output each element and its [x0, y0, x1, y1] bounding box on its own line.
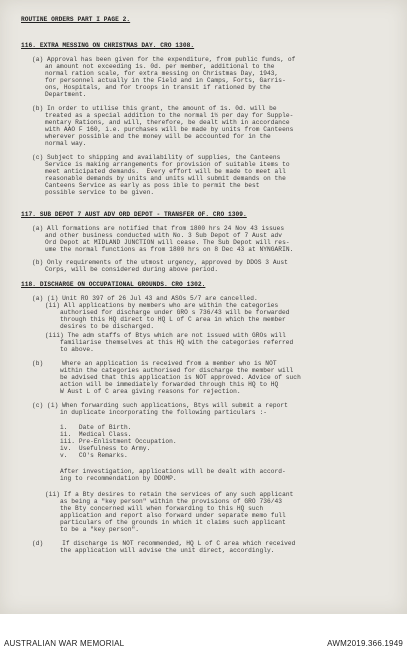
document-line: with AAO F 160, i.e. purchases will be made by units from Canteens — [45, 126, 294, 133]
document-line: (ii) If a Bty desires to retain the services of any such applicant — [45, 491, 294, 498]
footer-institution: AUSTRALIAN WAR MEMORIAL — [4, 639, 125, 648]
document-line: through this HQ direct to HQ L of C area in which the member — [60, 316, 286, 323]
document-line: within the categories authorised for discharge the member will — [60, 367, 294, 374]
document-line: (d) If discharge is NOT recommended, HQ L of C area which received — [32, 540, 296, 547]
document-line: ing to recommendation by DDOMP. — [60, 475, 177, 482]
document-line: W Aust L of C area giving reasons for rejection. — [60, 388, 241, 395]
document-line: mentary Rations, and will, therefore, be dealt with in accordance — [45, 119, 290, 126]
document-line: possible service to be given. — [45, 189, 155, 196]
document-line: meet anticipated demands. Every effort will be made to meet all — [45, 168, 286, 175]
document-line: and other business conducted with No. 3 Sub Depot of 7 Aust adv — [45, 232, 283, 239]
document-line: After investigation, applications will be dealt with accord- — [60, 468, 286, 475]
document-line: authorised for discharge under GRO s 736/43 will be forwarded — [60, 309, 290, 316]
document-line: (c) Subject to shipping and availability of supplies, the Canteens — [32, 154, 281, 161]
document-line: treated as a special addition to the normal 1½ per day for Supple- — [45, 112, 294, 119]
document-line: in duplicate incorporating the following particulars :- — [60, 409, 267, 416]
document-line: to be a "key person". — [60, 526, 140, 533]
document-line: v. CO's Remarks. — [60, 452, 128, 459]
document-line: an amount not exceeding 1s. 0d. per member, additional to the — [45, 63, 275, 70]
document-line: (b) In order to utilise this grant, the amount of 1s. 0d. will be — [32, 105, 277, 112]
document-line: i. Date of Birth. — [60, 424, 132, 431]
document-line: ROUTINE ORDERS PART I PAGE 2. — [21, 16, 131, 23]
document-line: wherever possible and the money will be accounted for in the — [45, 133, 271, 140]
document-line: Canteens Service as early as poss ible to permit the best — [45, 182, 260, 189]
document-line: Service is making arrangements for provision of suitable items to — [45, 161, 290, 168]
document-line: to above. — [60, 346, 94, 353]
document-line: 118. DISCHARGE ON OCCUPATIONAL GROUNDS. CRO 1302. — [21, 281, 206, 288]
document-line: 116. EXTRA MESSING ON CHRISTMAS DAY. CRO 1308. — [21, 42, 195, 49]
document-line: Ord Depot at MIDLAND JUNCTION will cease. The Sub Depot will res- — [45, 239, 290, 246]
document-line: Corps, will be considered during above period. — [45, 266, 219, 273]
document-line: iii. Pre-Enlistment Occupation. — [60, 438, 177, 445]
document-line: desires to be discharged. — [60, 323, 155, 330]
document-line: ii. Medical Class. — [60, 431, 132, 438]
document-line: application and report also forward under separate memo full — [60, 512, 286, 519]
document-line: Department. — [45, 91, 87, 98]
document-line: the Bty concerned will when forwarding to this HQ such — [60, 505, 264, 512]
document-line: normal way. — [45, 140, 87, 147]
document-line: (b) Only requirements of the utmost urgency, approved by DDOS 3 Aust — [32, 259, 288, 266]
document-line: (a) All formations are notified that from 1800 hrs 24 Nov 43 issues — [32, 225, 285, 232]
document-line: (c) (i) When forwarding such applications, Btys will submit a report — [32, 402, 288, 409]
document-line: (a) (i) Unit RO 397 of 26 Jul 43 and ASOs 5/7 are cancelled. — [32, 295, 258, 302]
document-line: (iii) The adm staffs of Btys which are not issued with GROs will — [45, 332, 286, 339]
document-line: action will be immediately forwarded through this HQ to HQ — [60, 381, 279, 388]
document-line: iv. Usefulness to Army. — [60, 445, 151, 452]
document-line: normal ration scale, for extra messing on Christmas Day, 1943, — [45, 70, 279, 77]
footer-accession-number: AWM2019.366.1949 — [327, 639, 403, 648]
document-line: reasonable demands by units and units will submit demands on the — [45, 175, 286, 182]
document-line: be advised that this application is NOT approved. Advice of such — [60, 374, 301, 381]
archive-footer — [0, 614, 407, 653]
document-line: as being a "key person" within the provisions of GRO 736/43 — [60, 498, 283, 505]
document-line: the application will advise the unit direct, accordingly. — [60, 547, 275, 554]
document-line: (a) Approval has been given for the expenditure, from public funds, of — [32, 56, 296, 63]
document-line: ume the normal functions as from 1800 hrs on 8 Dec 43 at NYNGARIN. — [45, 246, 294, 253]
document-line: (b) Where an application is received from a member who is NOT — [32, 360, 277, 367]
document-line: particulars of the grounds in which it claims such applicant — [60, 519, 286, 526]
document-line: ons, Hospitals, and for troops in transit if rationed by the — [45, 84, 271, 91]
document-line: 117. SUB DEPOT 7 AUST ADV ORD DEPOT - TRANSFER OF. CRO 1309. — [21, 211, 247, 218]
document-line: for personnel actually in the Field and in Camps, Forts, Garris- — [45, 77, 286, 84]
document-line: familiarise themselves at this HQ with the categories referred — [60, 339, 294, 346]
document-line: (ii) All applications by members who are within the categories — [45, 302, 279, 309]
